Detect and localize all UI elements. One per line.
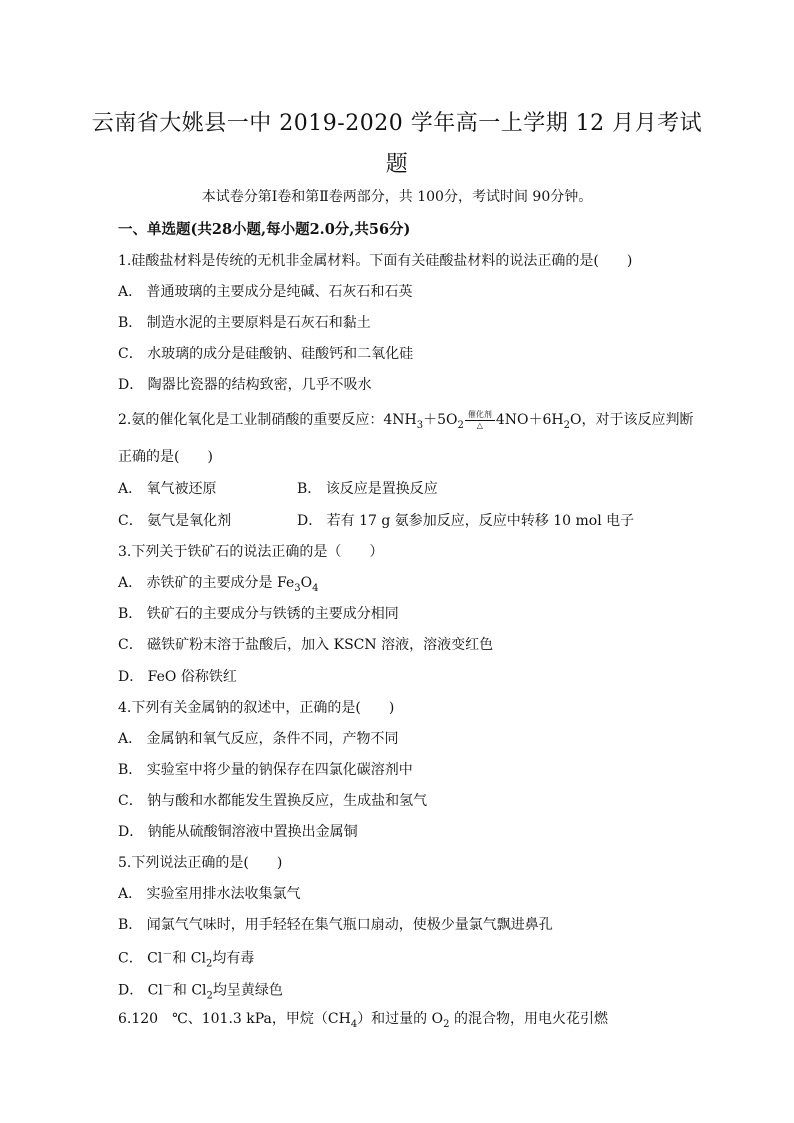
- exam-instructions: 本试卷分第Ⅰ卷和第Ⅱ卷两部分，共 100分，考试时间 90分钟。: [201, 189, 593, 205]
- question-5-option-c: C． Cl－和 $Cl_2$均有毒: [118, 949, 255, 970]
- page-title: 云南省大姚县一中 2019-2020 学年高一上学期 12 月月考试: [91, 111, 703, 136]
- question-3-option-c: C． 磁铁矿粉末溶于盐酸后，加入 KSCN 溶液，溶液变红色: [118, 637, 494, 653]
- question-3-option-d: D． FeO 俗称铁红: [118, 669, 237, 685]
- section-heading: 一、单选题(共28小题,每小题2.0分,共56分): [118, 221, 411, 238]
- question-1-option-a: A． 普通玻璃的主要成分是纯碱、石灰石和石英: [118, 284, 413, 300]
- question-1-stem: 1.硅酸盐材料是传统的无机非金属材料。下面有关硅酸盐材料的说法正确的是( ): [118, 253, 633, 269]
- question-5-option-a: A． 实验室用排水法收集氯气: [118, 886, 301, 902]
- reaction-condition: 催化剂 △: [465, 411, 495, 429]
- question-5-stem: 5.下列说法正确的是( ): [118, 855, 283, 871]
- question-4-option-b: B． 实验室中将少量的钠保存在四氯化碳溶剂中: [118, 762, 413, 778]
- question-3-stem: 3.下列关于铁矿石的说法正确的是（ ）: [118, 544, 384, 560]
- question-4-option-a: A． 金属钠和氧气反应，条件不同，产物不同: [118, 731, 399, 747]
- question-4-option-d: D． 钠能从硫酸铜溶液中置换出金属铜: [118, 824, 358, 840]
- question-5-option-d: D． Cl－和 $Cl_2$均呈黄绿色: [118, 981, 283, 1002]
- question-5-option-b: B． 闻氯气气味时，用手轻轻在集气瓶口扇动，使极少量氯气飘进鼻孔: [118, 917, 553, 933]
- question-2-option-c: C． 氨气是氧化剂: [118, 513, 232, 529]
- question-6-stem: 6.120 ℃、101.3 kPa，甲烷$(CH_4)$和过量的 $O_2$ 的混合物，用电火花引燃: [118, 1011, 608, 1030]
- question-4-option-c: C． 钠与酸和水都能发生置换反应，生成盐和氢气: [118, 793, 428, 809]
- question-3-option-b: B． 铁矿石的主要成分与铁锈的主要成分相同: [118, 606, 399, 622]
- question-3-option-a: A． 赤铁矿的主要成分是 $Fe_3O_4$: [118, 575, 319, 594]
- question-4-stem: 4.下列有关金属钠的叙述中，正确的是( ): [118, 700, 395, 716]
- question-1-option-d: D． 陶器比瓷器的结构致密，几乎不吸水: [118, 377, 372, 393]
- page-title-continued: 题: [385, 152, 409, 177]
- question-2-stem-continued: 正确的是( ): [118, 449, 213, 465]
- question-2-option-b: B． 该反应是置换反应: [297, 481, 438, 497]
- question-1-option-c: C． 水玻璃的成分是硅酸钠、硅酸钙和二氧化硅: [118, 346, 414, 362]
- question-2-option-a: A． 氧气被还原: [118, 481, 217, 497]
- question-2-stem: 2.氨的催化氧化是工业制硝酸的重要反应：$4NH_3+5O_2$ 催化剂 △ $4NO+6H_2O$，对于该反应判断: [118, 410, 694, 431]
- question-1-option-b: B． 制造水泥的主要原料是石灰石和黏土: [118, 315, 371, 331]
- question-2-option-d: D． 若有 17 g 氨参加反应，反应中转移 10 mol 电子: [297, 513, 635, 529]
